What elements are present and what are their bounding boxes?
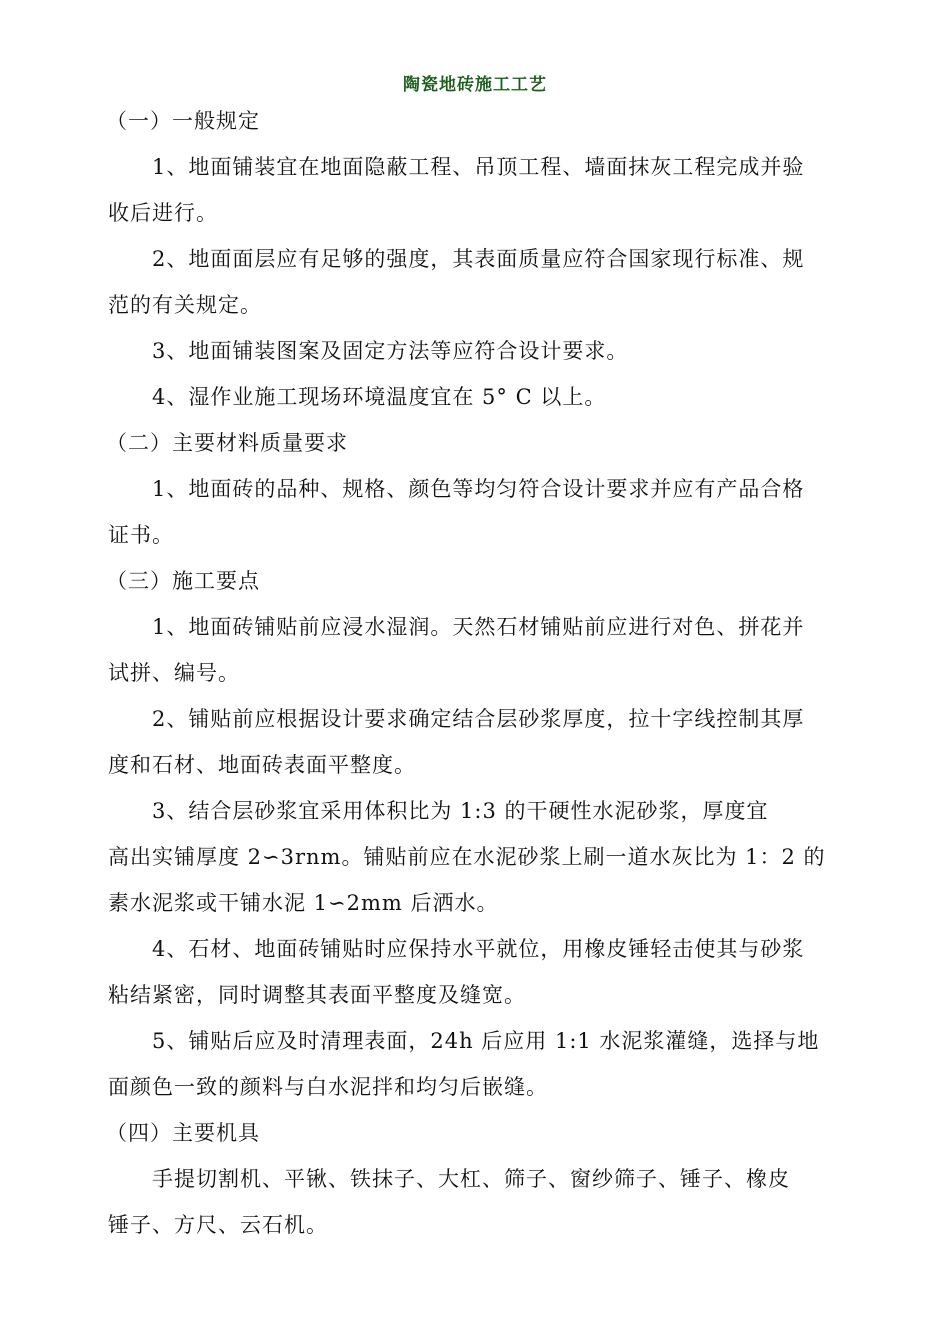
document-title: 陶瓷地砖施工工艺 — [403, 75, 547, 95]
paragraph-line: 手提切割机、平锹、铁抹子、大杠、筛子、窗纱筛子、锤子、橡皮 — [152, 1167, 790, 1191]
paragraph-line: 3、地面铺装图案及固定方法等应符合设计要求。 — [152, 339, 629, 363]
paragraph-line: 3、结合层砂浆宜采用体积比为 1:3 的干硬性水泥砂浆，厚度宜 — [152, 799, 769, 823]
paragraph-line: 4、石材、地面砖铺贴时应保持水平就位，用橡皮锤轻击使其与砂浆 — [152, 937, 805, 961]
paragraph-line: 1、地面砖的品种、规格、颜色等均匀符合设计要求并应有产品合格 — [152, 477, 805, 501]
paragraph-line: 证书。 — [108, 523, 174, 547]
paragraph-line: 1、地面砖铺贴前应浸水湿润。天然石材铺贴前应进行对色、拼花并 — [152, 615, 805, 639]
section-heading-2: （二）主要材料质量要求 — [106, 431, 348, 455]
paragraph-line: 锤子、方尺、云石机。 — [108, 1213, 328, 1237]
paragraph-line: 高出实铺厚度 2∽3rnm。铺贴前应在水泥砂浆上刷一道水灰比为 1：2 的 — [108, 845, 826, 869]
paragraph-line: 试拼、编号。 — [108, 661, 240, 685]
section-heading-4: （四）主要机具 — [106, 1121, 260, 1145]
section-heading-1: （一）一般规定 — [106, 109, 260, 133]
paragraph-line: 5、铺贴后应及时清理表面，24h 后应用 1:1 水泥浆灌缝，选择与地 — [152, 1029, 820, 1053]
paragraph-line: 2、地面面层应有足够的强度，其表面质量应符合国家现行标准、规 — [152, 247, 805, 271]
paragraph-line: 2、铺贴前应根据设计要求确定结合层砂浆厚度，拉十字线控制其厚 — [152, 707, 805, 731]
paragraph-line: 度和石材、地面砖表面平整度。 — [108, 753, 416, 777]
paragraph-line: 1、地面铺装宜在地面隐蔽工程、吊顶工程、墙面抹灰工程完成并验 — [152, 155, 805, 179]
paragraph-line: 粘结紧密，同时调整其表面平整度及缝宽。 — [108, 983, 526, 1007]
paragraph-line: 4、湿作业施工现场环境温度宜在 5° C 以上。 — [152, 385, 607, 409]
section-heading-3: （三）施工要点 — [106, 569, 260, 593]
paragraph-line: 范的有关规定。 — [108, 293, 262, 317]
paragraph-line: 素水泥浆或干铺水泥 1∽2mm 后洒水。 — [108, 891, 499, 915]
paragraph-line: 面颜色一致的颜料与白水泥拌和均匀后嵌缝。 — [108, 1075, 548, 1099]
paragraph-line: 收后进行。 — [108, 201, 218, 225]
